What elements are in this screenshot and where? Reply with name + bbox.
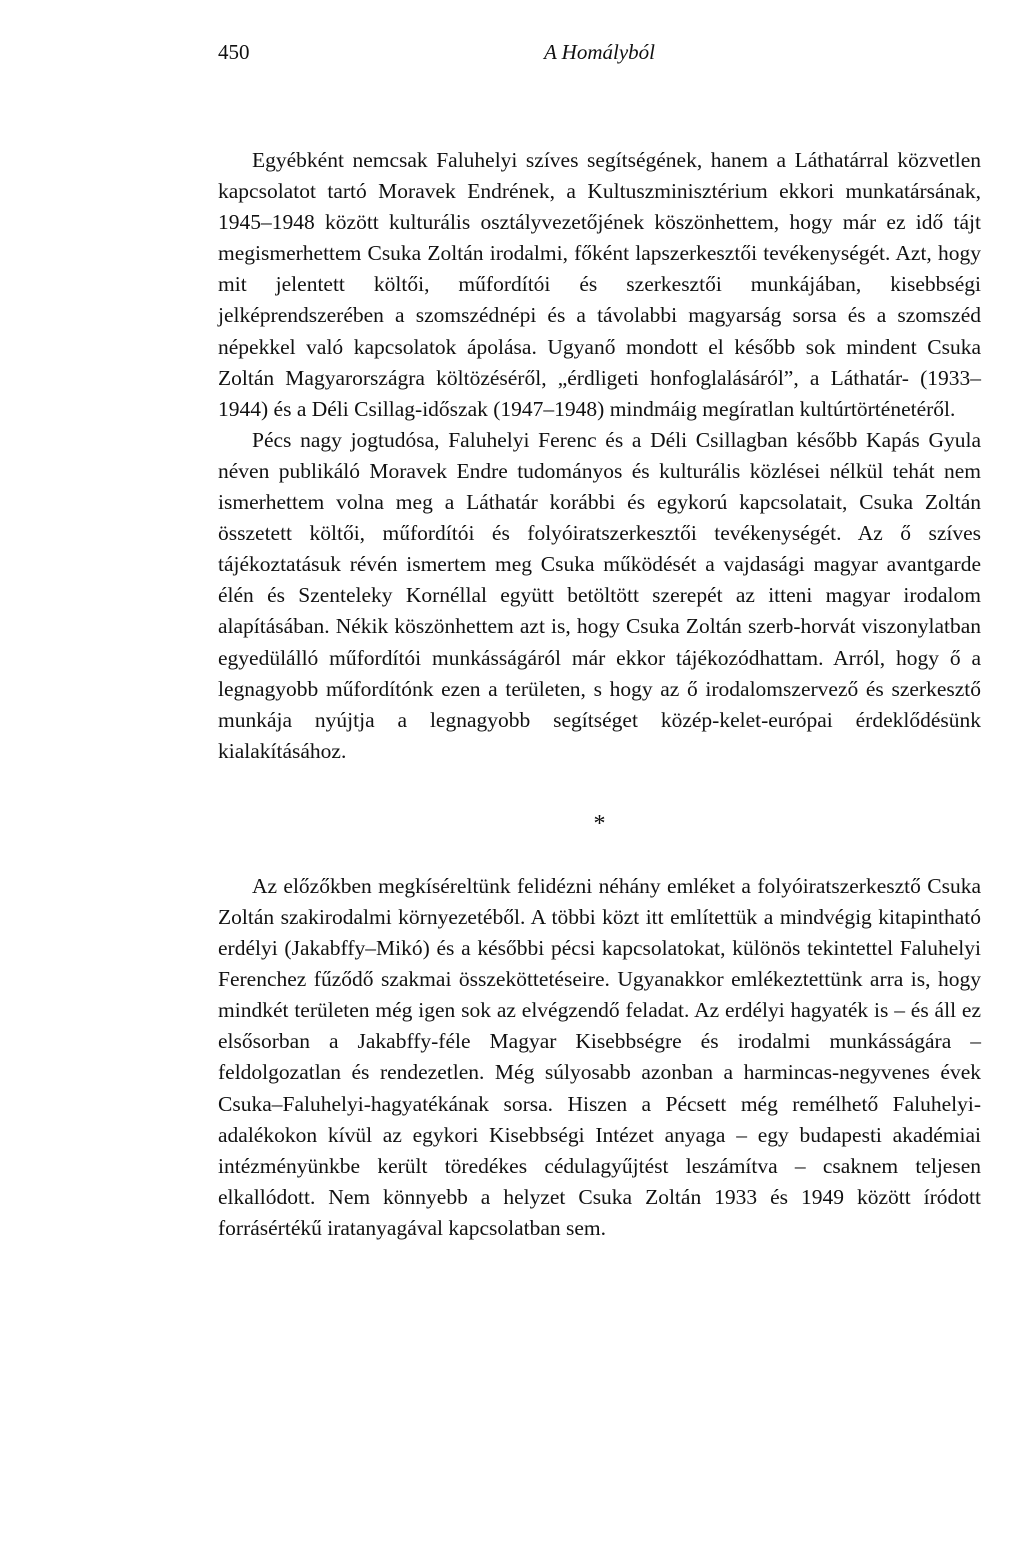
page-number: 450 (218, 40, 250, 64)
body-text (218, 145, 981, 1244)
running-head (218, 40, 981, 80)
section-separator: * (593, 810, 606, 837)
paragraph-1: Egyébként nemcsak Faluhelyi szíves segítségének, hanem a Láthatárral közvetlen kapcsolatot tartó Moravek Endrének, a Kultuszminisztérium ekkori munkatársának, 1945–1948 között kulturális osztályvezetőjének köszönhettem, hogy már ez idő tájt megismerhettem Csuka Zoltán irodalmi, főként lapszerkesztői tevékenységét. Azt, hogy mit jelentett költői, műfordítói és szerkesztői munkájában, kisebbségi jelképrendszerében a szomszédnépi és a távolabbi magyarság sorsa és a szomszéd népekkel való kapcsolatok ápolása. Ugyanő mondott el később sok mindent Csuka Zoltán Magyarországra költözéséről, „érdligeti honfoglalásáról”, a Láthatár- (1933–1944) és a Déli Csillag-időszak (1947–1948) mindmáig megíratlan kultúrtörténetéről. (218, 148, 981, 421)
paragraph-2: Pécs nagy jogtudósa, Faluhelyi Ferenc és a Déli Csillagban később Kapás Gyula néven publikáló Moravek Endre tudományos és kulturális közlései nélkül tehát nem ismerhettem volna meg a Láthatár korábbi és egykorú kapcsolatait, Csuka Zoltán összetett költői, műfordítói és folyóiratszerkesztői tevékenységét. Az ő szíves tájékoztatásuk révén ismertem meg Csuka működését a vajdasági magyar avantgarde élén és Szenteleky Kornéllal együtt betöltött szerepét az itteni magyar irodalom alapításában. Nékik köszönhettem azt is, hogy Csuka Zoltán szerb-horvát viszonylatban egyedülálló műfordítói munkásságáról már ekkor tájékozódhattam. Arról, hogy ő a legnagyobb műfordítónk ezen a területen, s hogy az ő irodalomszervező és szerkesztő munkája nyújtja a legnagyobb segítséget közép-kelet-európai érdeklődésünk kialakításához. (218, 427, 981, 763)
book-page (218, 40, 981, 1244)
running-title: A Homályból (543, 40, 656, 64)
paragraph-3: Az előzőkben megkíséreltünk felidézni néhány emléket a folyóiratszerkesztő Csuka Zoltán szakirodalmi környezetéből. A többi közt itt említettük a mindvégig kitapintható erdélyi (Jakabffy–Mikó) és a későbbi pécsi kapcsolatokat, különös tekintettel Faluhelyi Ferenchez fűződő szakmai összeköttetéseire. Ugyanakkor emlékeztettünk arra is, hogy mindkét területen még igen sok az elvégzendő feladat. Az erdélyi hagyaték is – és áll ez elsősorban a Jakabffy-féle Magyar Kisebbségre és irodalmi munkásságára – feldolgozatlan és rendezetlen. Még súlyosabb azonban a harmincas-negyvenes évek Csuka–Faluhelyi-hagyatékának sorsa. Hiszen a Pécsett még remélhető Faluhelyi-adalékokon kívül az egykori Kisebbségi Intézet anyaga – egy budapesti akadémiai intézményünkbe került töredékes cédulagyűjtést leszámítva – csaknem teljesen elkallódott. Nem könnyebb a helyzet Csuka Zoltán 1933 és 1949 között íródott forrásértékű iratanyagával kapcsolatban sem. (218, 873, 981, 1240)
